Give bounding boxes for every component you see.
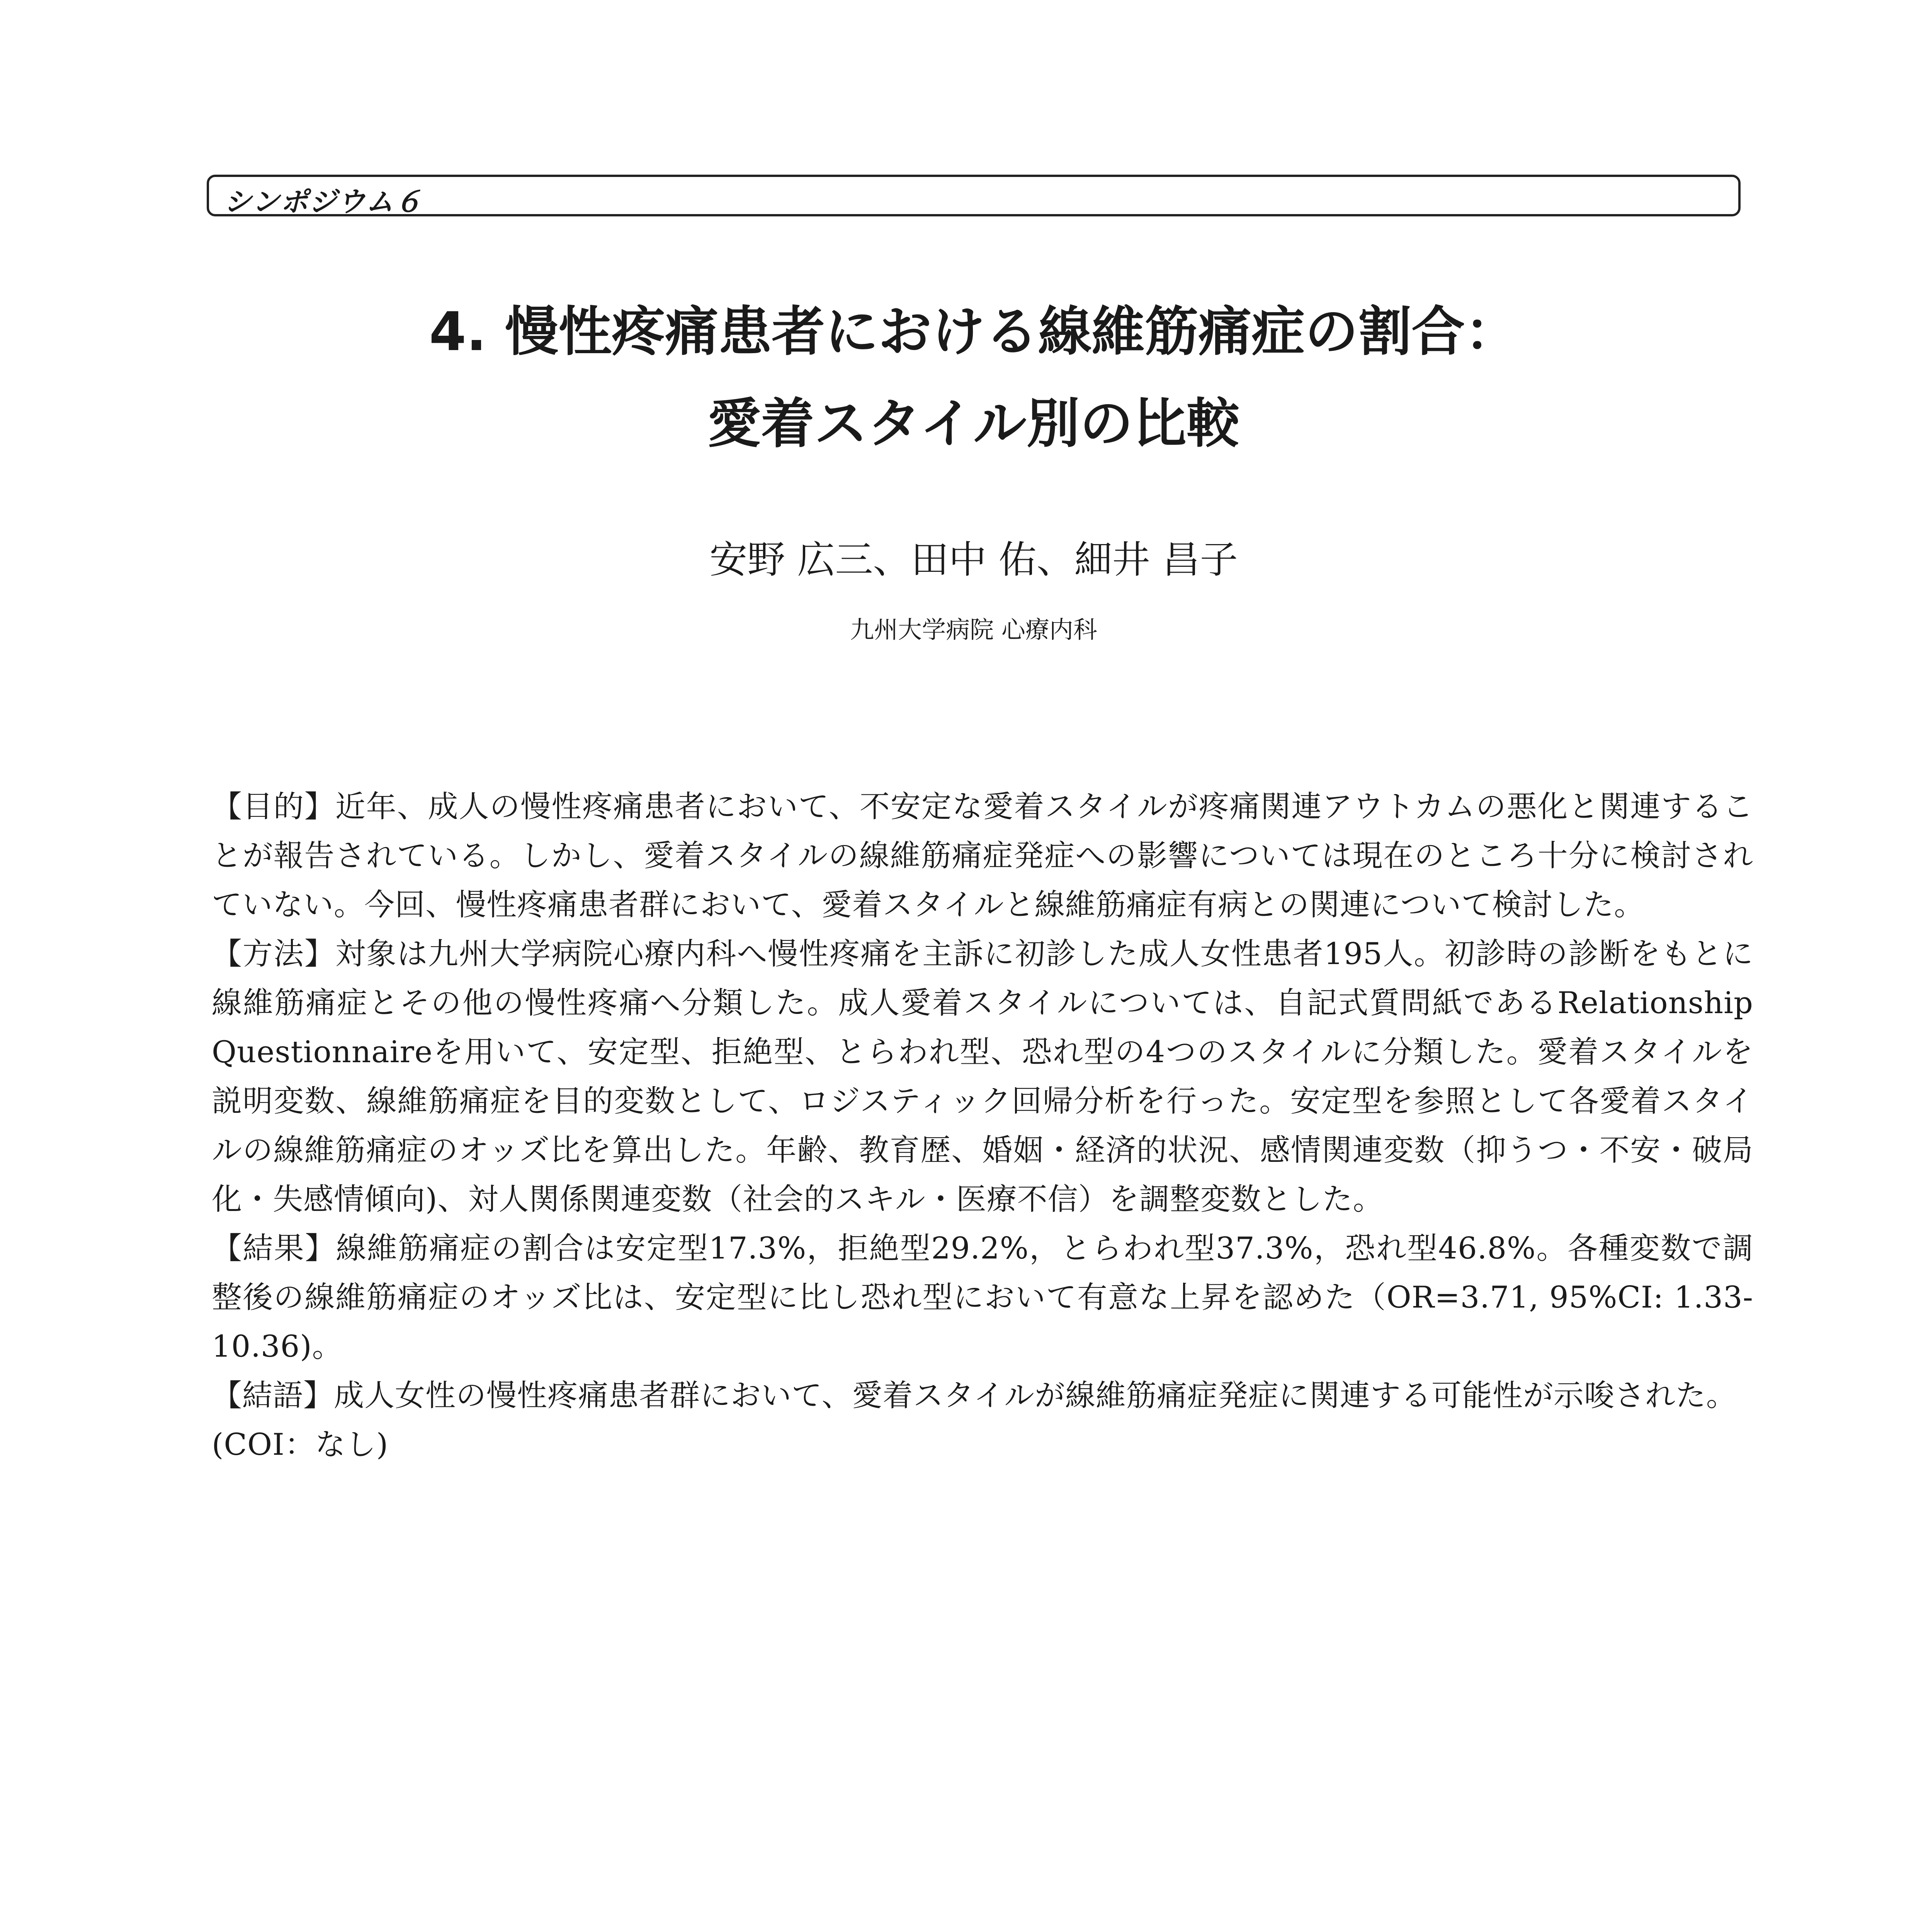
section-methods: 【方法】対象は九州大学病院心療内科へ慢性疼痛を主訴に初診した成人女性患者195人。初診時の診断をもとに線維筋痛症とその他の慢性疼痛へ分類した。成人愛着スタイルについては、自記式質問紙であるRelationship Questionnaireを用いて、安定型、拒絶型、とらわれ型、恐れ型の4つのスタイルに分類した。愛着スタイルを説明変数、線維筋痛症を目的変数として、ロジスティック回帰分析を行った。安定型を参照として各愛着スタイルの線維筋痛症のオッズ比を算出した。年齢、教育歴、婚姻・経済的状況、感情関連変数（抑うつ・不安・破局化・失感情傾向)、対人関係関連変数（社会的スキル・医療不信）を調整変数とした。 — [212, 937, 1753, 1217]
title-line-2: 愛着スタイル別の比較 — [707, 393, 1240, 455]
author-list: 安野 広三、田中 佑、細井 昌子 — [709, 538, 1238, 582]
section-results: 【結果】線維筋痛症の割合は安定型17.3%，拒絶型29.2%，とらわれ型37.3%，恐れ型46.8%。各種変数で調整後の線維筋痛症のオッズ比は、安定型に比し恐れ型において有意な上昇を認めた（OR=3.71, 95%CI: 1.33-10.36)。 — [212, 1231, 1753, 1364]
title-line-1: 4. 慢性疼痛患者における線維筋痛症の割合： — [429, 301, 1518, 363]
author-affiliation: 九州大学病院 心療内科 — [850, 616, 1097, 644]
section-header-label: シンポジウム６ — [224, 185, 423, 218]
abstract-body — [212, 782, 1753, 1469]
coi-statement: (COI：なし) — [212, 1427, 389, 1462]
article-title — [207, 286, 1741, 470]
section-conclusion: 【結語】成人女性の慢性疼痛患者群において、愛着スタイルが線維筋痛症発症に関連する可能性が示唆された。 — [212, 1378, 1737, 1413]
section-objective: 【目的】近年、成人の慢性疼痛患者において、不安定な愛着スタイルが疼痛関連アウトカムの悪化と関連することが報告されている。しかし、愛着スタイルの線維筋痛症発症への影響については現在のところ十分に検討されていない。今回、慢性疼痛患者群において、愛着スタイルと線維筋痛症有病との関連について検討した。 — [212, 789, 1753, 922]
section-header-box — [207, 175, 1741, 216]
